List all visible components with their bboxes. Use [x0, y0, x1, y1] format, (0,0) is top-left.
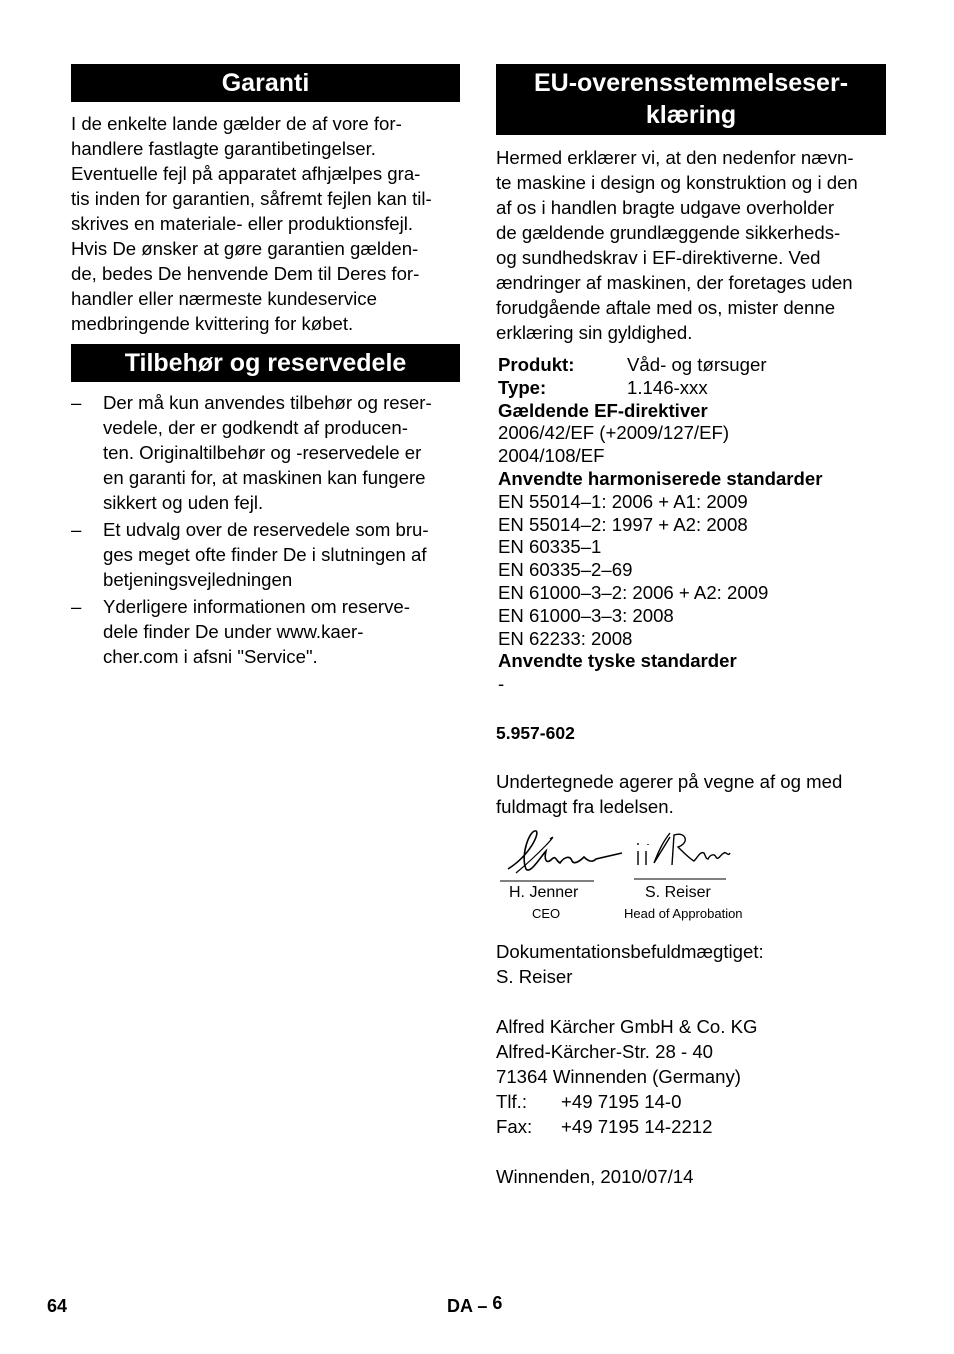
- fax-row: [496, 1114, 886, 1139]
- signatory-name-reiser: S. Reiser: [645, 883, 711, 901]
- document-number: 5.957-602: [496, 722, 575, 743]
- place-date: Winnenden, 2010/07/14: [496, 1165, 694, 1187]
- dash-bullet: –: [71, 392, 82, 413]
- list-line: dele finder De under www.kaer-: [103, 621, 364, 642]
- heading-line: EU-overensstemmelseser-: [533, 69, 849, 97]
- phone-value: +49 7195 14-0: [561, 1090, 682, 1112]
- phone-label: Tlf.:: [496, 1090, 527, 1112]
- produkt-value: Våd- og tørsuger: [627, 354, 767, 375]
- standard-item: EN 62233: 2008: [498, 627, 633, 649]
- signature-jenner: [500, 825, 630, 885]
- company-street: Alfred-Kärcher-Str. 28 - 40: [496, 1040, 714, 1062]
- signing-statement: [496, 769, 886, 819]
- intro-line: Hermed erklærer vi, at den nedenfor nævn-: [496, 147, 854, 168]
- type-value: 1.146-xxx: [627, 376, 708, 398]
- garanti-line: Hvis De ønsker at gøre garantien gælden-: [71, 238, 419, 259]
- garanti-line: tis inden for garantien, såfremt fejlen kan til-: [71, 188, 432, 209]
- signatory-name-jenner: H. Jenner: [509, 883, 579, 901]
- list-item: [71, 390, 460, 515]
- list-line: Et udvalg over de reservedele som bru-: [103, 519, 429, 540]
- standard-item: EN 60335–1: [498, 536, 602, 558]
- garanti-line: de, bedes De henvende Dem til Deres for-: [71, 263, 420, 284]
- garanti-line: medbringende kvittering for købet.: [71, 313, 354, 334]
- list-line: en garanti for, at maskinen kan fungere: [103, 467, 426, 488]
- company-address: [496, 1014, 886, 1139]
- garanti-text: [71, 111, 460, 336]
- signing-line: Undertegnede agerer på vegne af og med: [496, 770, 843, 792]
- doc-authority-name: S. Reiser: [496, 965, 573, 987]
- directive-item: 2006/42/EF (+2009/127/EF): [498, 422, 730, 444]
- section-prefix: DA –: [447, 1296, 488, 1316]
- dash-bullet: –: [71, 519, 82, 540]
- company-city: 71364 Winnenden (Germany): [496, 1065, 741, 1087]
- list-item: [71, 594, 460, 669]
- produkt-row: [498, 354, 886, 377]
- harmonised-heading: Anvendte harmoniserede standarder: [498, 467, 823, 489]
- standard-item: EN 55014–1: 2006 + A1: 2009: [498, 490, 748, 512]
- intro-line: erklæring sin gyldighed.: [496, 322, 693, 343]
- list-line: Yderligere informationen om reserve-: [103, 596, 410, 617]
- list-line: betjeningsvejledningen: [103, 569, 293, 590]
- type-label: Type:: [498, 376, 547, 398]
- standard-item: EN 60335–2–69: [498, 559, 633, 581]
- doc-authority-label: Dokumentationsbefuldmægtiget:: [496, 940, 764, 962]
- list-line: Der må kun anvendes tilbehør og reser-: [103, 392, 432, 413]
- standard-item: EN 61000–3–2: 2006 + A2: 2009: [498, 581, 769, 603]
- fax-label: Fax:: [496, 1115, 533, 1137]
- directives-heading: Gældende EF-direktiver: [498, 399, 708, 421]
- tilbehor-heading: Tilbehør og reservedele: [71, 344, 460, 382]
- intro-line: ændringer af maskinen, der foretages uden: [496, 272, 853, 293]
- list-line: cher.com i afsni "Service".: [103, 646, 318, 667]
- left-column: [71, 64, 460, 671]
- signature-reiser: [634, 829, 734, 883]
- signing-line: fuldmagt fra ledelsen.: [496, 795, 674, 817]
- produkt-label: Produkt:: [498, 354, 575, 375]
- tilbehor-list: [71, 390, 460, 669]
- garanti-heading: Garanti: [71, 64, 460, 102]
- signature-block: [496, 825, 886, 925]
- list-line: sikkert og uden fejl.: [103, 492, 264, 513]
- list-item: [71, 517, 460, 592]
- intro-line: og sundhedskrav i EF-direktiverne. Ved: [496, 247, 821, 268]
- section-page: 6: [492, 1293, 503, 1313]
- product-spec: [496, 354, 886, 696]
- garanti-line: Eventuelle fejl på apparatet afhjælpes gra-: [71, 163, 421, 184]
- dash-bullet: –: [71, 596, 82, 617]
- german-standards-value: -: [498, 673, 505, 695]
- company-name: Alfred Kärcher GmbH & Co. KG: [496, 1015, 758, 1037]
- signatory-title-reiser: Head of Approbation: [624, 905, 743, 921]
- list-line: vedele, der er godkendt af producen-: [103, 417, 408, 438]
- intro-line: af os i handlen bragte udgave overholder: [496, 197, 835, 218]
- directive-item: 2004/108/EF: [498, 445, 605, 467]
- fax-value: +49 7195 14-2212: [561, 1115, 713, 1137]
- garanti-line: handler eller nærmeste kundeservice: [71, 288, 377, 309]
- garanti-line: handlere fastlagte garantibetingelser.: [71, 138, 376, 159]
- list-line: ten. Originaltilbehør og -reservedele er: [103, 442, 422, 463]
- intro-line: forudgående aftale med os, mister denne: [496, 297, 836, 318]
- garanti-line: skrives en materiale- eller produktionsfejl.: [71, 213, 414, 234]
- garanti-line: I de enkelte lande gælder de af vore for-: [71, 113, 402, 134]
- german-standards-heading: Anvendte tyske standarder: [498, 650, 737, 672]
- intro-line: te maskine i design og konstruktion og i den: [496, 172, 858, 193]
- list-line: ges meget ofte finder De i slutningen af: [103, 544, 427, 565]
- standard-item: EN 55014–2: 1997 + A2: 2008: [498, 513, 748, 535]
- type-row: [498, 377, 886, 400]
- phone-row: [496, 1089, 886, 1114]
- eu-declaration-heading: [496, 64, 886, 135]
- standard-item: EN 61000–3–3: 2008: [498, 604, 674, 626]
- declaration-intro: [496, 145, 886, 345]
- heading-line: klæring: [645, 101, 737, 129]
- intro-line: de gældende grundlæggende sikkerheds-: [496, 222, 841, 243]
- right-column: [496, 64, 886, 1189]
- signatory-title-jenner: CEO: [532, 905, 561, 921]
- page-number: 64: [47, 1296, 68, 1316]
- doc-authority: [496, 939, 886, 989]
- section-label: [447, 1293, 503, 1317]
